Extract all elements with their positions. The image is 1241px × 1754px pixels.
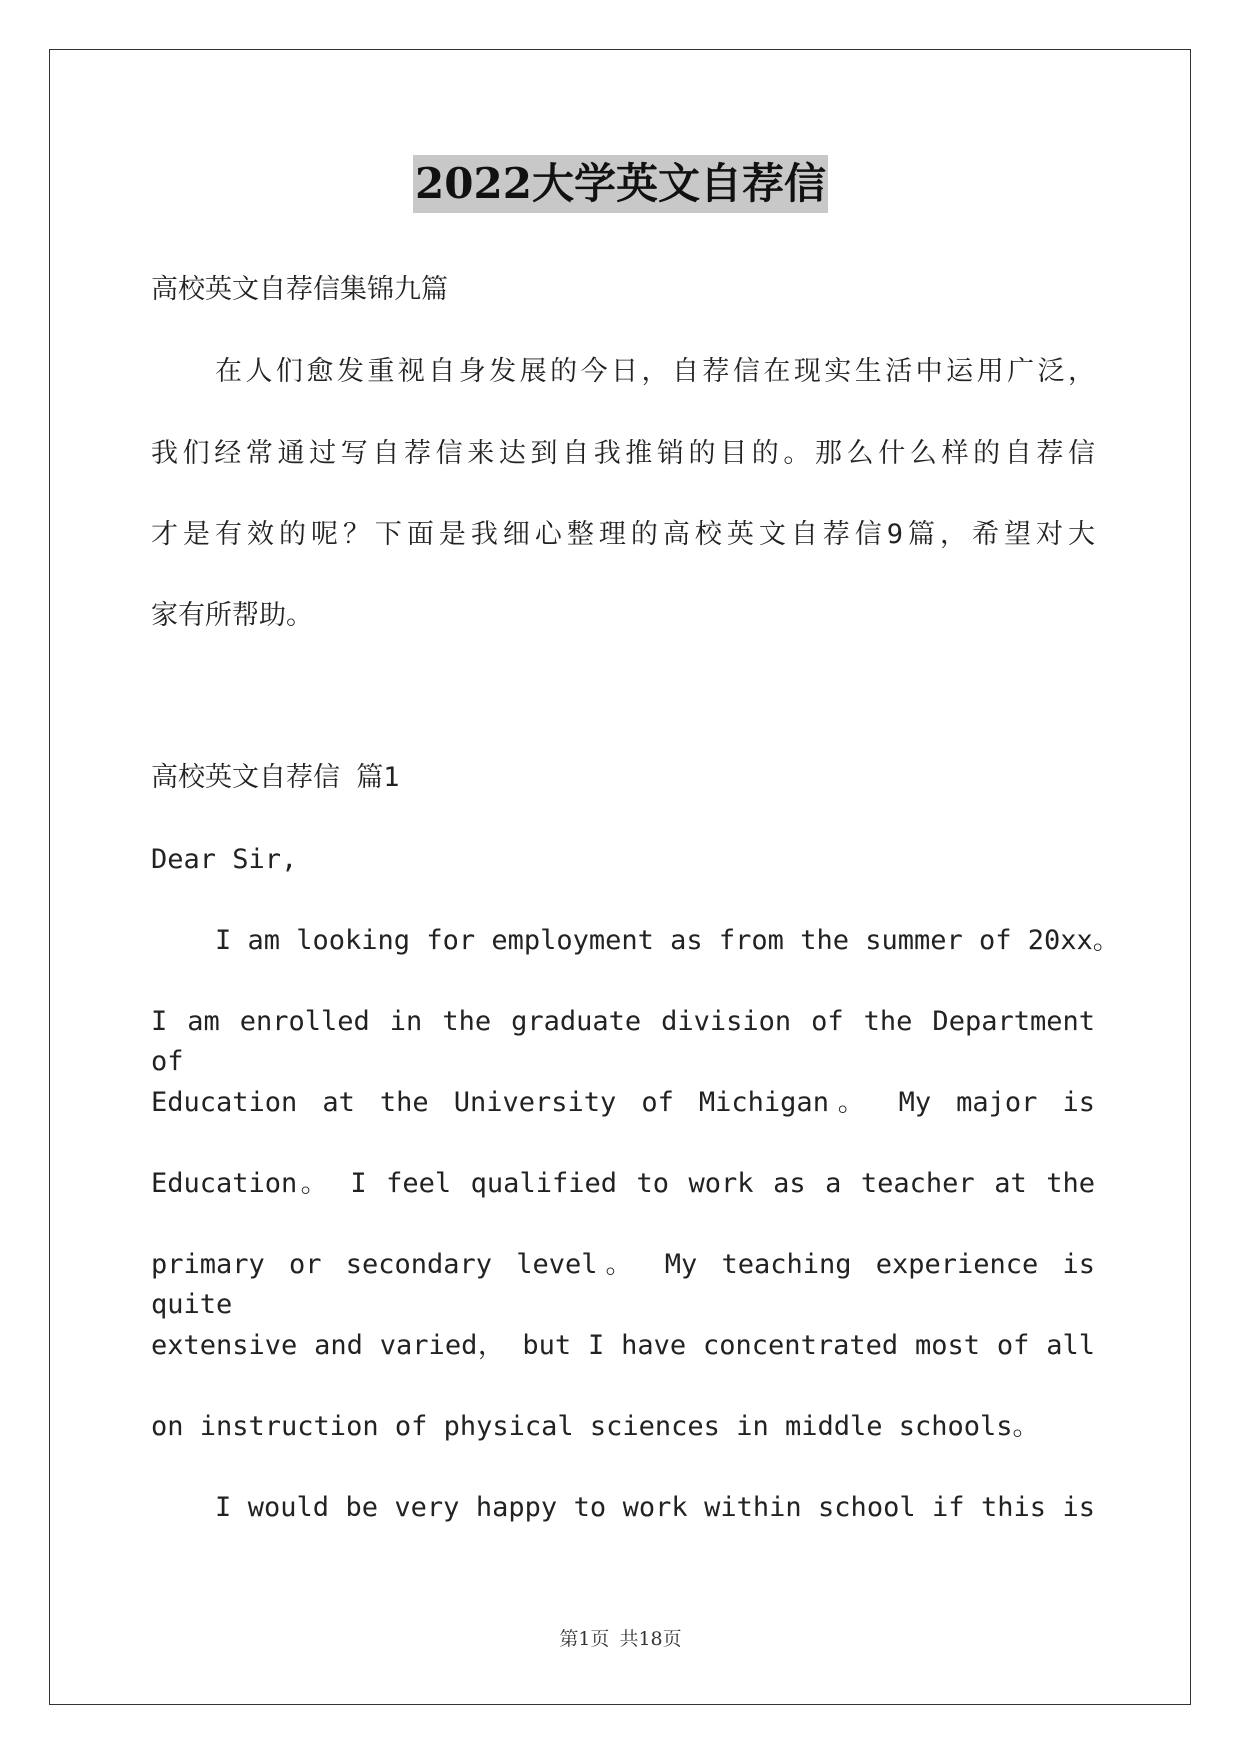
intro-line-4: 家有所帮助。 <box>151 600 313 631</box>
document-title: 2022大学英文自荐信 <box>413 155 828 213</box>
intro-line-3: 才是有效的呢？下面是我细心整理的高校英文自荐信9篇，希望对大 <box>151 519 1095 550</box>
intro-line-2: 我们经常通过写自荐信来达到自我推销的目的。那么什么样的自荐信 <box>151 438 1095 469</box>
body-line-4: Education。 I feel qualified to work as a teacher at the <box>151 1168 1095 1199</box>
body-line-7: on instruction of physical sciences in middle schools。 <box>151 1411 1040 1442</box>
body-line-3: Education at the University of Michigan。 My major is <box>151 1087 1095 1118</box>
salutation: Dear Sir, <box>151 844 298 875</box>
section-heading: 高校英文自荐信 篇1 <box>151 762 400 793</box>
body-line-6: extensive and varied， but I have concentrated most of all <box>151 1330 1095 1361</box>
document-subtitle: 高校英文自荐信集锦九篇 <box>151 274 448 305</box>
title-container <box>0 155 1241 213</box>
body-line-1: I am looking for employment as from the summer of 20xx。 <box>215 925 1120 956</box>
body-line-2: I am enrolled in the graduate division of the Department of <box>151 1006 1095 1077</box>
intro-line-1: 在人们愈发重视自身发展的今日，自荐信在现实生活中运用广泛， <box>215 356 1095 387</box>
body-line-5: primary or secondary level。 My teaching experience is quite <box>151 1249 1095 1320</box>
page-number: 第1页 共18页 <box>559 1628 682 1650</box>
body-line-8: I would be very happy to work within school if this is <box>215 1492 1095 1523</box>
